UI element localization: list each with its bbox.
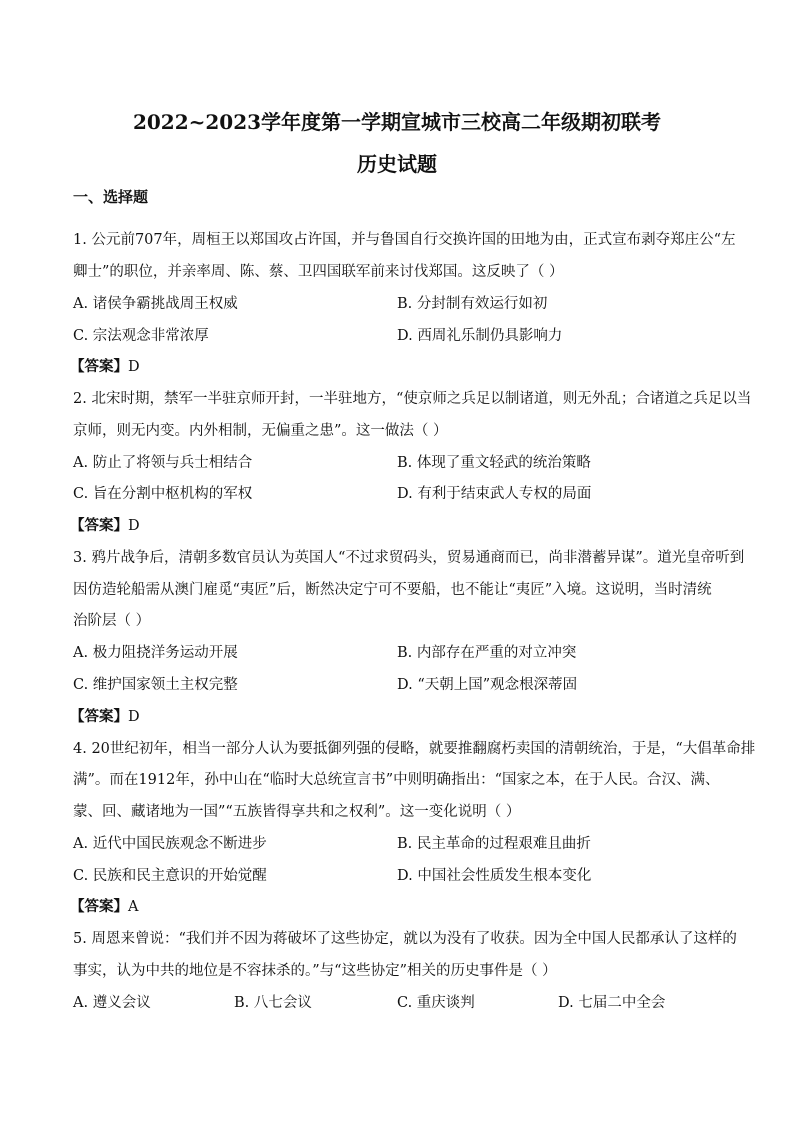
question-4-option-b: B. 民主革命的过程艰难且曲折 — [397, 836, 591, 852]
question-4-line-1: 4. 20世纪初年，相当一部分人认为要抵御列强的侵略，就要推翻腐朽卖国的清朝统治，于是，“大倡革命排 — [73, 741, 756, 757]
question-1-option-b: B. 分封制有效运行如初 — [397, 296, 548, 312]
question-1-option-a: A. 诸侯争霸挑战周王权威 — [73, 296, 238, 312]
question-2-line-2: 京师，则无内变。内外相制，无偏重之患”。这一做法（ ） — [73, 423, 448, 439]
question-3-option-b: B. 内部存在严重的对立冲突 — [397, 645, 577, 661]
question-1-answer — [70, 355, 140, 376]
question-3-option-a: A. 极力阻挠洋务运动开展 — [73, 645, 238, 661]
question-2-answer — [70, 514, 140, 535]
exam-title: 2022~2023学年度第一学期宣城市三校高二年级期初联考 — [132, 110, 662, 134]
question-4-line-3: 蒙、回、藏诸地为一国”“五族皆得享共和之权利”。这一变化说明（ ） — [73, 804, 521, 820]
question-3-line-3: 治阶层（ ） — [73, 613, 151, 629]
question-1-option-d: D. 西周礼乐制仍具影响力 — [397, 328, 563, 344]
question-5-option-b: B. 八七会议 — [234, 995, 312, 1011]
section-heading: 一、选择题 — [73, 188, 149, 206]
question-3-option-d: D. “天朝上国”观念根深蒂固 — [397, 677, 578, 693]
question-3-option-c: C. 维护国家领土主权完整 — [73, 677, 238, 693]
answer-label: 【答案】 — [70, 517, 128, 534]
question-3-line-2: 因仿造轮船需从澳门雇觅“夷匠”后，断然决定宁可不要船，也不能让“夷匠”入境。这说明，当时清统 — [73, 582, 712, 598]
question-2-line-1: 2. 北宋时期，禁军一半驻京师开封，一半驻地方，“使京师之兵足以制诸道，则无外乱；合诸道之兵足以当 — [73, 391, 752, 407]
question-1-line-1: 1. 公元前707年，周桓王以郑国攻占许国，并与鲁国自行交换许国的田地为由，正式宣布剥夺郑庄公“左 — [73, 232, 736, 248]
answer-label: 【答案】 — [70, 898, 128, 915]
question-3-line-1: 3. 鸦片战争后，清朝多数官员认为英国人“不过求贸码头，贸易通商而已，尚非潜蓄异谋”。道光皇帝听到 — [73, 550, 745, 566]
answer-label: 【答案】 — [70, 708, 128, 725]
answer-value: D — [128, 359, 140, 375]
question-5-line-1: 5. 周恩来曾说：“我们并不因为蒋破坏了这些协定，就以为没有了收获。因为全中国人民都承认了这样的 — [73, 931, 737, 947]
question-1-option-c: C. 宗法观念非常浓厚 — [73, 328, 209, 344]
question-2-option-a: A. 防止了将领与兵士相结合 — [73, 455, 253, 471]
question-4-option-c: C. 民族和民主意识的开始觉醒 — [73, 868, 267, 884]
question-4-option-a: A. 近代中国民族观念不断进步 — [73, 836, 267, 852]
answer-value: D — [128, 709, 140, 725]
answer-label: 【答案】 — [70, 358, 128, 375]
question-2-option-c: C. 旨在分割中枢机构的军权 — [73, 486, 253, 502]
question-4-option-d: D. 中国社会性质发生根本变化 — [397, 868, 592, 884]
answer-value: D — [128, 518, 140, 534]
question-4-answer — [70, 895, 138, 916]
exam-subtitle: 历史试题 — [357, 152, 437, 176]
question-2-option-b: B. 体现了重文轻武的统治策略 — [397, 455, 591, 471]
question-5-line-2: 事实，认为中共的地位是不容抹杀的。”与“这些协定”相关的历史事件是（ ） — [73, 963, 557, 979]
question-5-option-a: A. 遵义会议 — [73, 995, 151, 1011]
question-2-option-d: D. 有利于结束武人专权的局面 — [397, 486, 592, 502]
question-5-option-c: C. 重庆谈判 — [397, 995, 475, 1011]
question-1-line-2: 卿士”的职位，并亲率周、陈、蔡、卫四国联军前来讨伐郑国。这反映了（ ） — [73, 264, 564, 280]
question-4-line-2: 满”。而在1912年，孙中山在“临时大总统宣言书”中则明确指出：“国家之本，在于人民。合汉、满、 — [73, 772, 720, 788]
question-3-answer — [70, 705, 140, 726]
question-5-option-d: D. 七届二中全会 — [558, 995, 666, 1011]
answer-value: A — [128, 899, 139, 915]
